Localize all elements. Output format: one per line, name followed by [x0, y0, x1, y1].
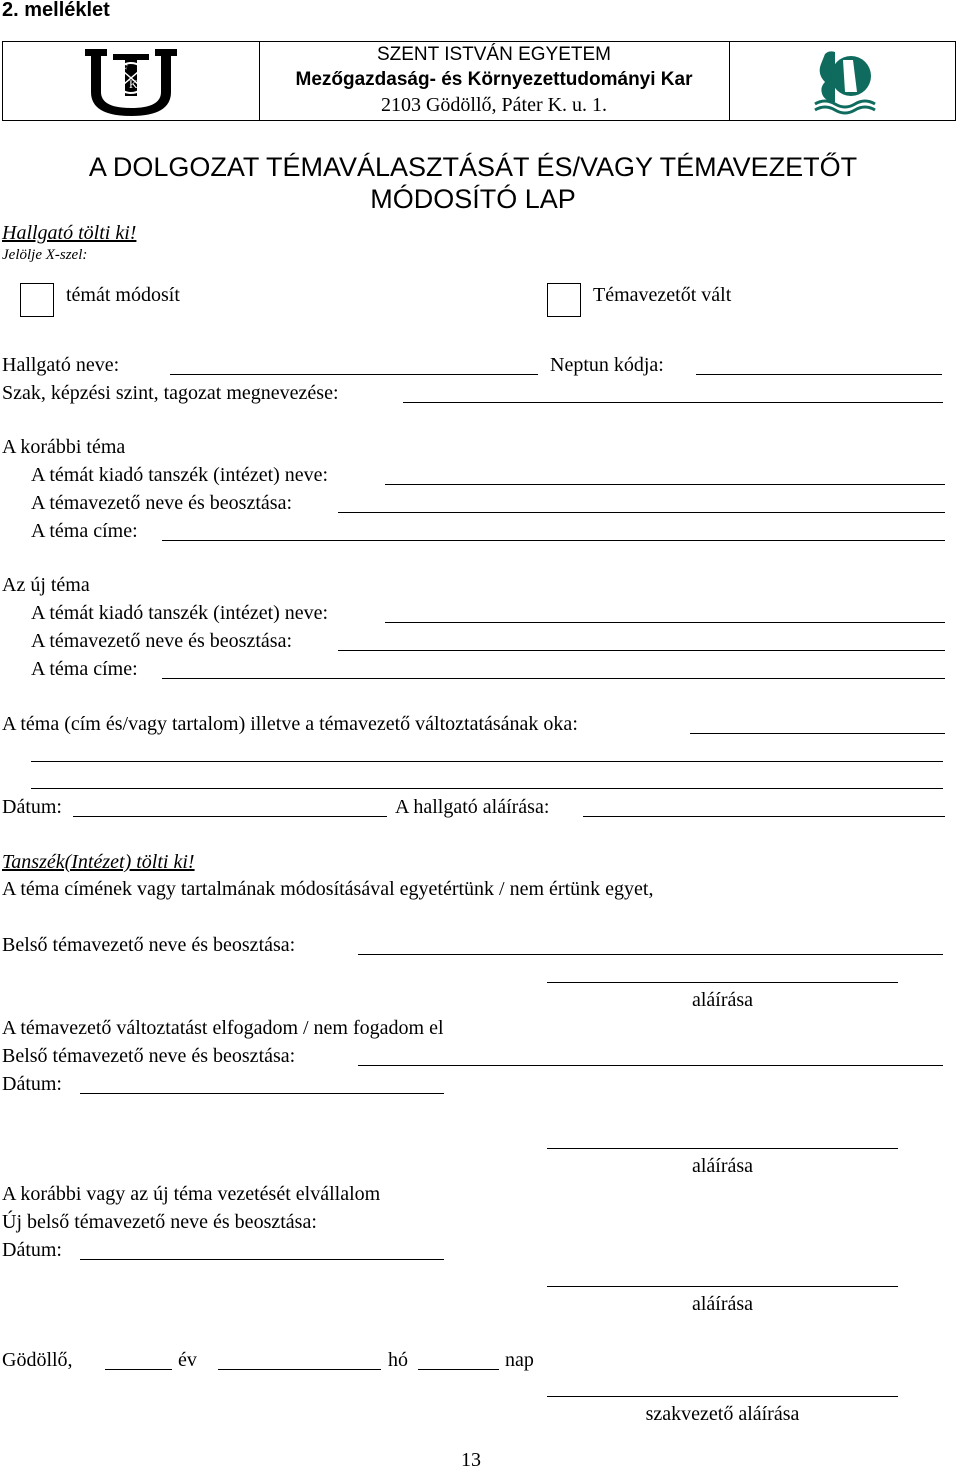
new-supervisor-label: A témavezető neve és beosztása: — [31, 630, 292, 652]
year-field[interactable] — [105, 1369, 172, 1370]
reason-field-1[interactable] — [690, 733, 945, 734]
program-field[interactable] — [403, 402, 943, 403]
supervisor-accept-text: A témavezető változtatást elfogadom / nem fogadom el — [2, 1017, 444, 1039]
change-topic-checkbox[interactable] — [20, 283, 54, 317]
faculty-name: Mezőgazdaság- és Környezettudományi Kar — [295, 69, 693, 90]
student-name-label: Hallgató neve: — [2, 354, 120, 376]
dept-section-label: Tanszék(Intézet) tölti ki! — [2, 851, 195, 873]
new-dept-field[interactable] — [385, 622, 945, 623]
signature-caption-1: aláírása — [691, 989, 754, 1011]
signature-line-2[interactable] — [547, 1148, 898, 1149]
student-signature-label: A hallgató aláírása: — [395, 796, 550, 818]
signature-caption-2: aláírása — [691, 1155, 754, 1177]
date-field-3[interactable] — [80, 1259, 444, 1260]
month-label: hó — [388, 1349, 408, 1371]
university-name: SZENT ISTVÁN EGYETEM — [376, 44, 612, 65]
signature-caption-3: aláírása — [691, 1293, 754, 1315]
head-signature-caption: szakvezető aláírása — [645, 1403, 800, 1425]
annex-label: 2. melléklet — [2, 0, 110, 21]
student-name-field[interactable] — [170, 374, 538, 375]
header-box — [2, 41, 956, 121]
new-supervisor-field[interactable] — [338, 650, 945, 651]
title-line-2: MÓDOSÍTÓ LAP — [370, 184, 576, 214]
accept-new-text: A korábbi vagy az új téma vezetését elvállalom — [2, 1183, 381, 1205]
change-topic-label: témát módosít — [66, 284, 180, 306]
previous-title-label: A téma címe: — [31, 520, 138, 542]
head-signature-line[interactable] — [547, 1396, 898, 1397]
month-field[interactable] — [218, 1369, 381, 1370]
internal-supervisor-label-2: Belső témavezető neve és beosztása: — [2, 1045, 296, 1067]
signature-line-3[interactable] — [547, 1286, 898, 1287]
change-supervisor-label: Témavezetőt vált — [593, 284, 732, 306]
student-signature-field[interactable] — [583, 816, 945, 817]
agreement-text: A téma címének vagy tartalmának módosításával egyetértünk / nem értünk egyet, — [2, 878, 654, 900]
change-supervisor-checkbox[interactable] — [547, 283, 581, 317]
date-field-2[interactable] — [80, 1093, 444, 1094]
page-number: 13 — [461, 1449, 481, 1471]
neptun-field[interactable] — [696, 374, 942, 375]
address: 2103 Gödöllő, Páter K. u. 1. — [380, 94, 608, 116]
reason-field-3[interactable] — [31, 788, 943, 789]
university-logo — [81, 46, 181, 118]
new-dept-label: A témát kiadó tanszék (intézet) neve: — [31, 602, 329, 624]
new-title-label: A téma címe: — [31, 658, 138, 680]
student-section-label: Hallgató tölti ki! — [2, 222, 137, 244]
previous-dept-field[interactable] — [385, 484, 945, 485]
date-label-2: Dátum: — [2, 1073, 62, 1095]
day-label: nap — [505, 1349, 534, 1371]
reason-label: A téma (cím és/vagy tartalom) illetve a témavezető változtatásának oka: — [2, 713, 578, 735]
new-topic-heading: Az új téma — [2, 574, 90, 596]
program-label: Szak, képzési szint, tagozat megnevezése: — [2, 382, 339, 404]
previous-dept-label: A témát kiadó tanszék (intézet) neve: — [31, 464, 329, 486]
day-field[interactable] — [418, 1369, 499, 1370]
faculty-logo — [805, 46, 885, 118]
previous-title-field[interactable] — [162, 540, 945, 541]
internal-supervisor-field-2[interactable] — [358, 1065, 943, 1066]
previous-topic-heading: A korábbi téma — [2, 436, 126, 458]
svg-text:F: F — [121, 61, 128, 75]
date-label-3: Dátum: — [2, 1239, 62, 1261]
signature-line-1[interactable] — [547, 982, 898, 983]
neptun-label: Neptun kódja: — [550, 354, 664, 376]
reason-field-2[interactable] — [31, 761, 943, 762]
date-label: Dátum: — [2, 796, 62, 818]
internal-supervisor-field[interactable] — [358, 954, 943, 955]
previous-supervisor-label: A témavezető neve és beosztása: — [31, 492, 292, 514]
title-line-1: A DOLGOZAT TÉMAVÁLASZTÁSÁT ÉS/VAGY TÉMAVEZETŐT — [88, 152, 858, 182]
new-title-field[interactable] — [162, 678, 945, 679]
previous-supervisor-field[interactable] — [338, 512, 945, 513]
mark-instruction: Jelölje X-szel: — [2, 247, 88, 263]
internal-supervisor-label: Belső témavezető neve és beosztása: — [2, 934, 296, 956]
new-internal-supervisor-label: Új belső témavezető neve és beosztása: — [2, 1211, 317, 1233]
date-field[interactable] — [73, 816, 387, 817]
svg-text:K: K — [129, 77, 138, 91]
year-label: év — [178, 1349, 197, 1371]
place-label: Gödöllő, — [2, 1349, 73, 1371]
